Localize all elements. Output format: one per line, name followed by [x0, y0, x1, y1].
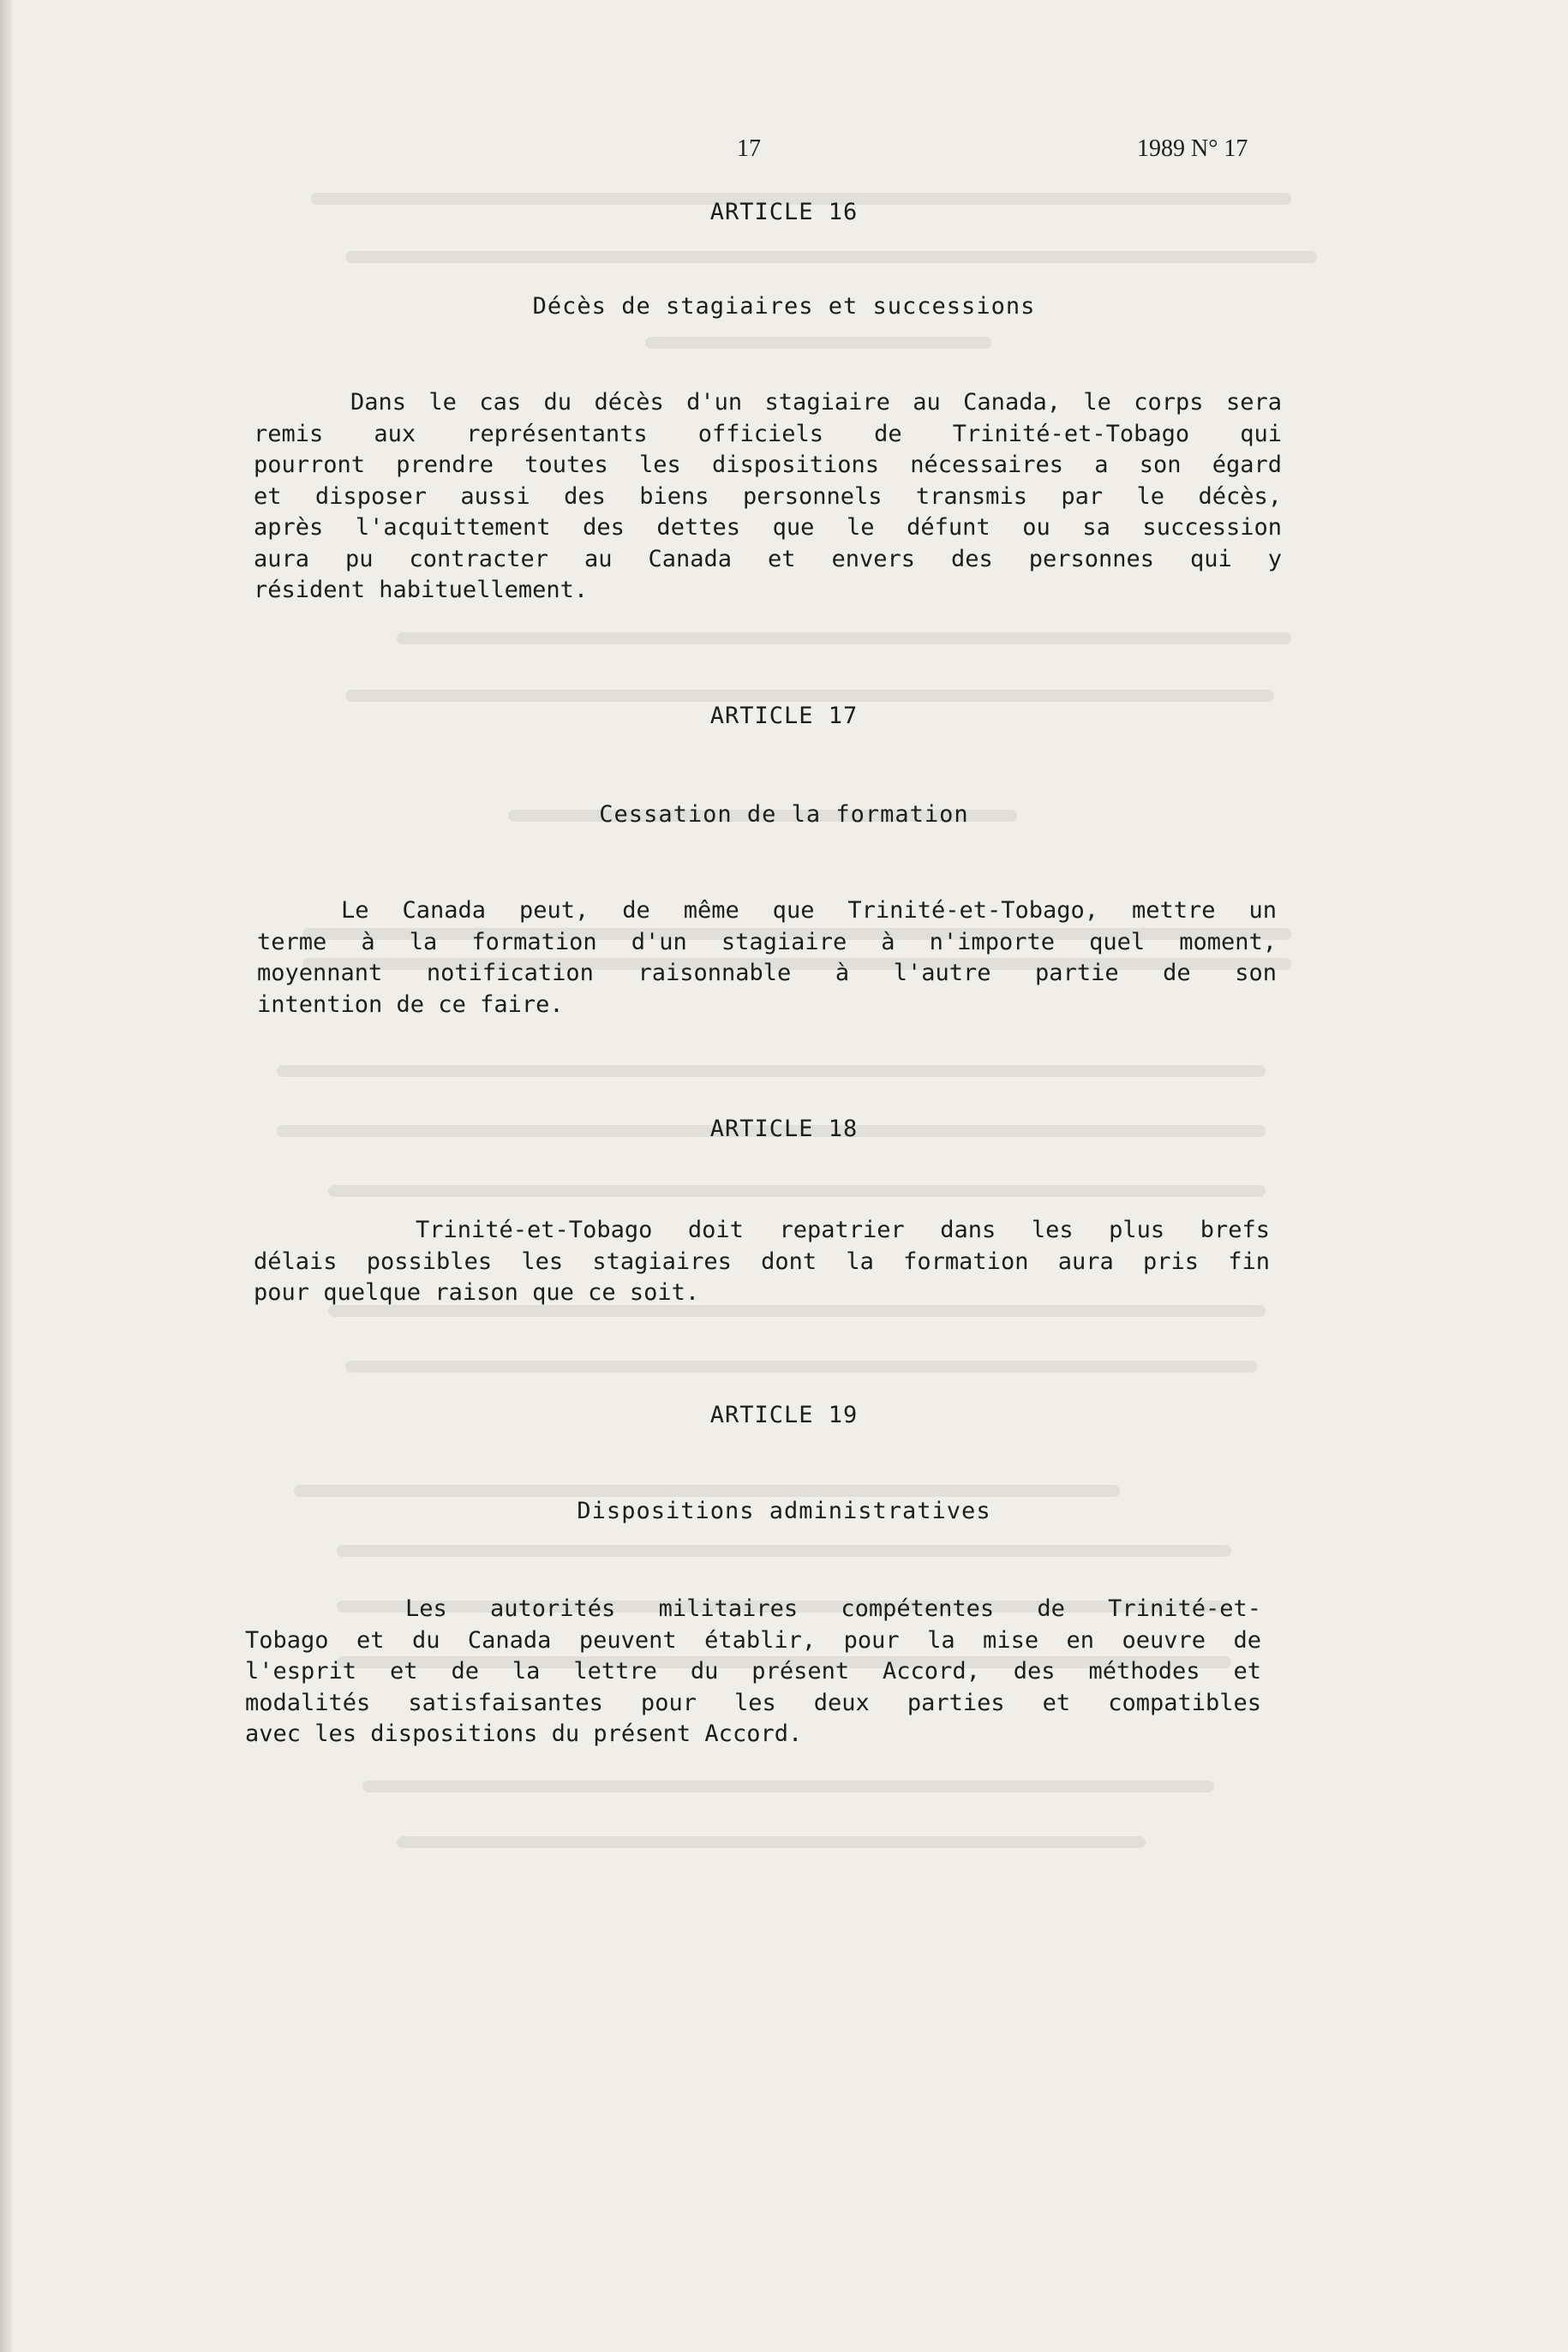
paragraph-line: remis aux représentants officiels de Trinité-et-Tobago qui — [254, 420, 1282, 447]
article-16-paragraph — [254, 387, 1282, 607]
article-19-paragraph — [245, 1594, 1261, 1751]
paragraph-line: Trinité-et-Tobago doit repatrier dans les plus brefs — [416, 1217, 1270, 1243]
paragraph-line: et disposer aussi des biens personnels transmis par le décès, — [254, 482, 1282, 510]
paragraph-line: délais possibles les stagiaires dont la formation aura pris fin — [254, 1248, 1270, 1275]
paragraph-line: après l'acquittement des dettes que le défunt ou sa succession — [254, 514, 1282, 541]
paragraph-line: moyennant notification raisonnable à l'autre partie de son — [257, 960, 1277, 986]
article-16-subtitle: Décès de stagiaires et successions — [532, 293, 1036, 320]
paragraph-line: avec les dispositions du présent Accord. — [245, 1721, 803, 1747]
document-reference: 1989 N° 17 — [1137, 135, 1248, 162]
paragraph-line: Tobago et du Canada peuvent établir, pour la mise en oeuvre de — [245, 1626, 1261, 1654]
paragraph-line: modalités satisfaisantes pour les deux parties et compatibles — [245, 1689, 1261, 1716]
article-19-heading: ARTICLE 19 — [709, 1402, 859, 1428]
page-edge-shadow — [0, 0, 12, 2352]
paragraph-line: l'esprit et de la lettre du présent Accord, des méthodes et — [245, 1658, 1261, 1685]
paragraph-line: Dans le cas du décès d'un stagiaire au Canada, le corps sera — [350, 389, 1282, 416]
paragraph-line: terme à la formation d'un stagiaire à n'importe quel moment, — [257, 928, 1277, 955]
paragraph-line: aura pu contracter au Canada et envers des personnes qui y — [254, 545, 1282, 572]
article-16-heading: ARTICLE 16 — [709, 199, 859, 225]
article-17-heading: ARTICLE 17 — [709, 703, 859, 729]
paragraph-line: Les autorités militaires compétentes de Trinité-et- — [405, 1595, 1261, 1622]
paragraph-line: pourront prendre toutes les dispositions nécessaires a son égard — [254, 452, 1282, 478]
article-17-subtitle: Cessation de la formation — [599, 801, 969, 828]
paragraph-line: pour quelque raison que ce soit. — [254, 1279, 700, 1306]
article-18-paragraph — [254, 1215, 1270, 1309]
page-number: 17 — [737, 135, 761, 162]
article-17-paragraph — [257, 895, 1277, 1020]
paragraph-line: résident habituellement. — [254, 577, 589, 603]
article-18-heading: ARTICLE 18 — [709, 1116, 859, 1142]
paragraph-line: Le Canada peut, de même que Trinité-et-Tobago, mettre un — [341, 897, 1277, 924]
article-19-subtitle: Dispositions administratives — [577, 1498, 991, 1524]
paragraph-line: intention de ce faire. — [257, 990, 564, 1018]
